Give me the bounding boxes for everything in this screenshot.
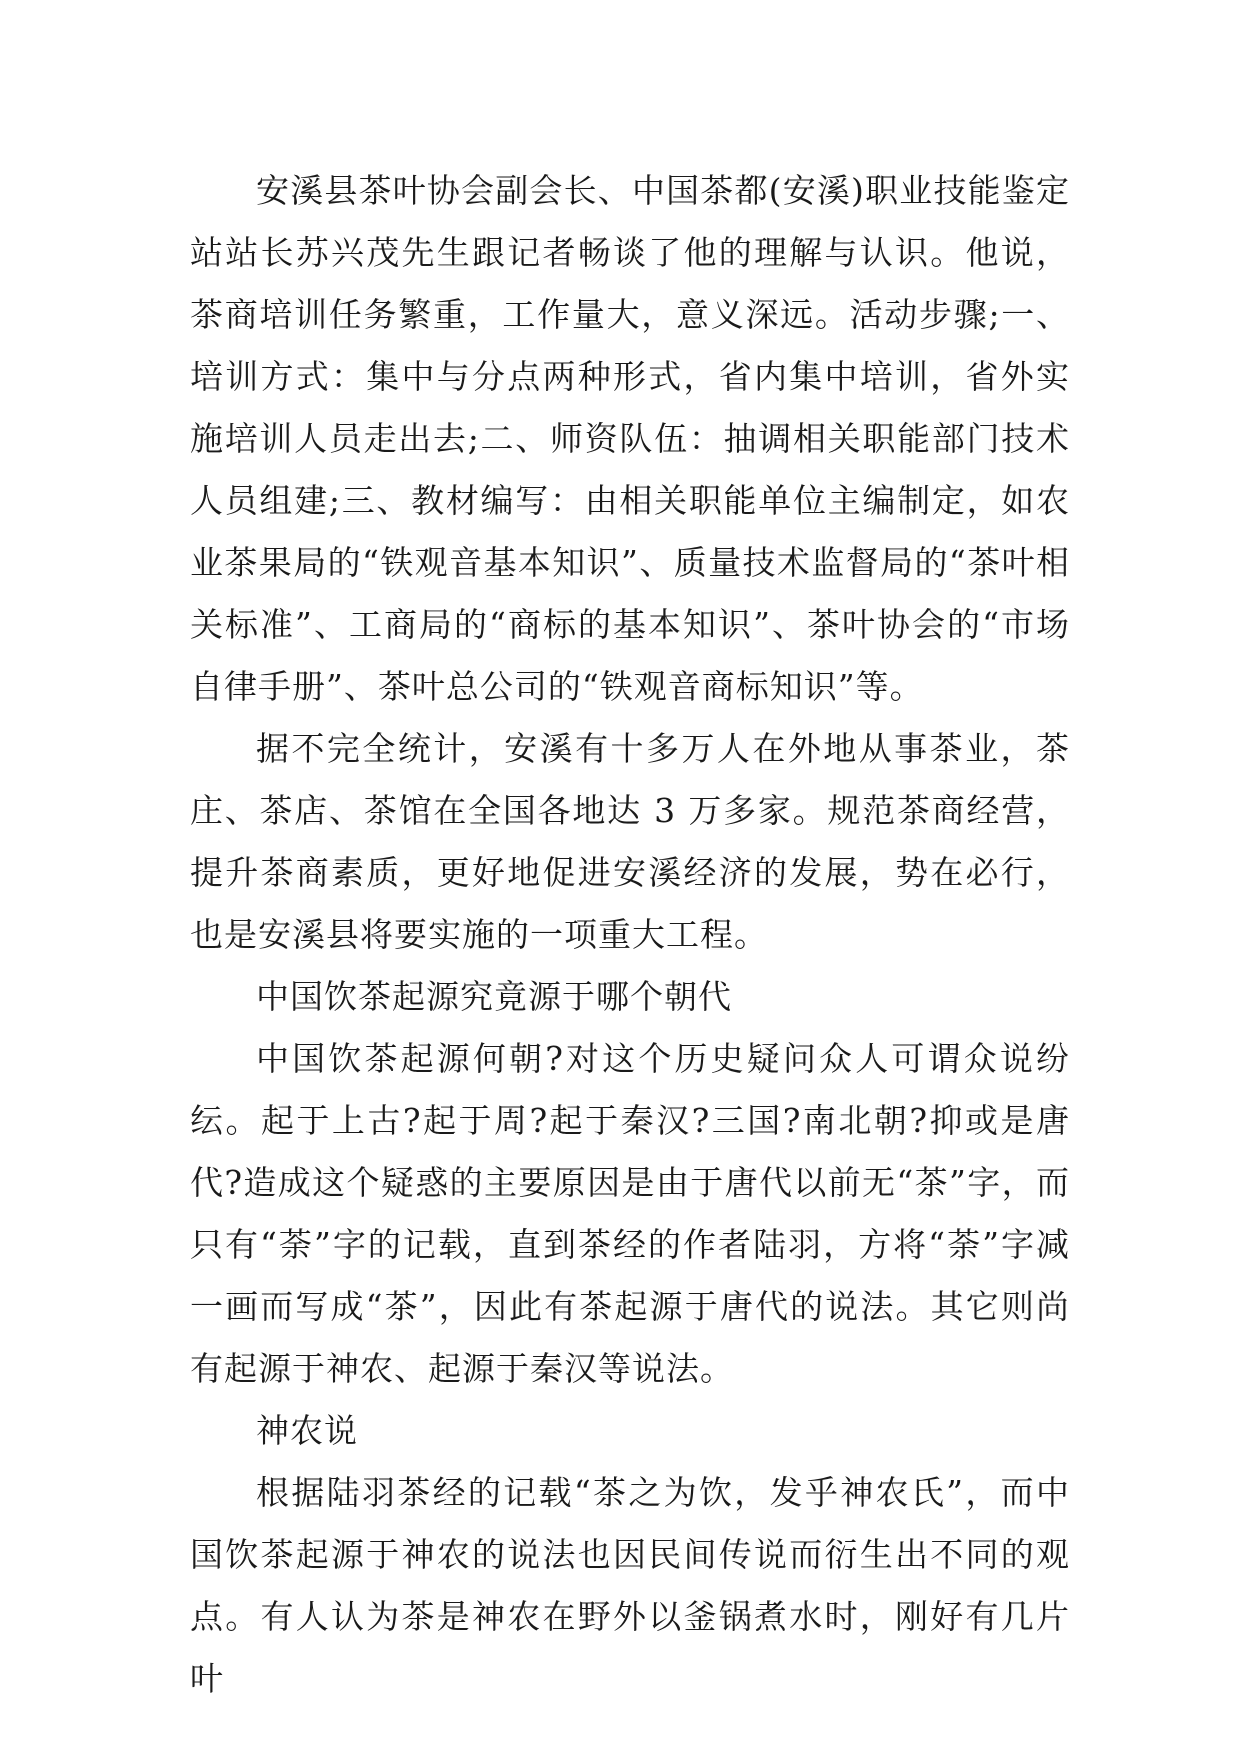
paragraph-tea-origin: 中国饮茶起源何朝?对这个历史疑问众人可谓众说纷纭。起于上古?起于周?起于秦汉?三国?南北朝?抑或是唐代?造成这个疑惑的主要原因是由于唐代以前无“茶”字，而只有“荼”字的记载，直到茶经的作者陆羽，方将“荼”字减一画而写成“茶”，因此有茶起源于唐代的说法。其它则尚有起源于神农、起源于秦汉等说法。 xyxy=(190,1039,1070,1388)
section-heading-shennong: 神农说 xyxy=(256,1411,358,1450)
paragraph-su-xingmao-interview: 安溪县茶叶协会副会长、中国茶都(安溪)职业技能鉴定站站长苏兴茂先生跟记者畅谈了他的理解与认识。他说，茶商培训任务繁重，工作量大，意义深远。活动步骤;一、培训方式：集中与分点两种形式，省内集中培训，省外实施培训人员走出去;二、师资队伍：抽调相关职能部门技术人员组建;三、教材编写：由相关职能单位主编制定，如农业茶果局的“铁观音基本知识”、质量技术监督局的“茶叶相关标准”、工商局的“商标的基本知识”、茶叶协会的“市场自律手册”、茶叶总公司的“铁观音商标知识”等。 xyxy=(190,171,1070,706)
paragraph-statistics: 据不完全统计，安溪有十多万人在外地从事茶业，茶庄、茶店、茶馆在全国各地达 3 万多家。规范茶商经营，提升茶商素质，更好地促进安溪经济的发展，势在必行，也是安溪县将要实施的一项重大工程。 xyxy=(190,729,1070,954)
document-body xyxy=(190,160,1070,1710)
section-heading-tea-origin: 中国饮茶起源究竟源于哪个朝代 xyxy=(256,977,732,1016)
paragraph-shennong: 根据陆羽茶经的记载“茶之为饮，发乎神农氏”，而中国饮茶起源于神农的说法也因民间传说而衍生出不同的观点。有人认为茶是神农在野外以釜锅煮水时，刚好有几片叶 xyxy=(190,1473,1070,1698)
